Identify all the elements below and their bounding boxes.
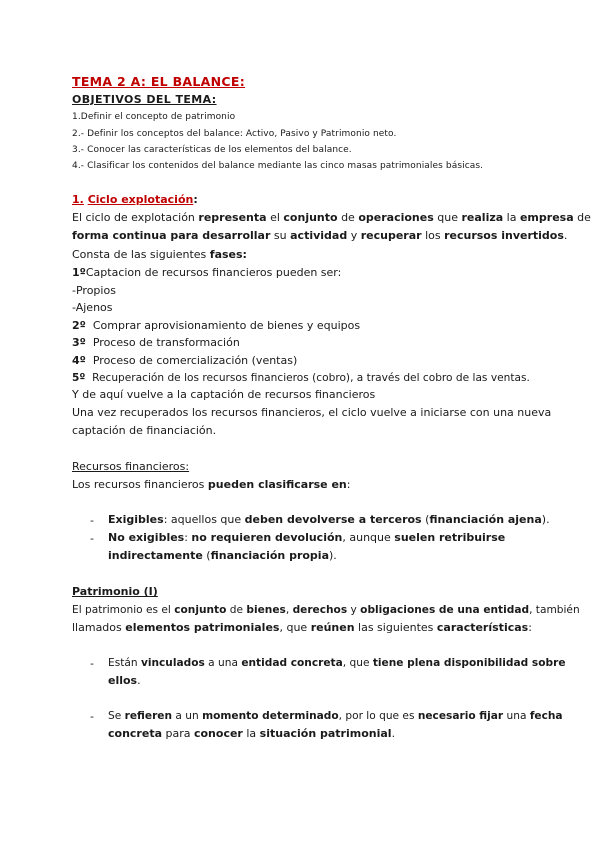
text: Están [108,657,141,669]
text: , [285,604,293,616]
bold-text: necesario fijar [417,710,504,722]
text: , que [342,657,373,669]
objective-item: 3.- Conocer las características de los elementos del balance. [72,145,352,155]
objectives-heading: OBJETIVOS DEL TEMA: [72,93,217,106]
bold-text: bienes [246,604,286,616]
text: de [226,604,247,616]
paragraph-line: Y de aquí vuelve a la captación de recursos financieros [72,388,376,401]
text: una [503,710,530,722]
bold-text: momento determinado [202,710,339,722]
text: Se [108,710,125,722]
bold-text: pueden clasificarse en [207,478,347,491]
text: , aunque [342,531,395,544]
bold-text: tiene plena disponibilidad sobre [372,657,566,669]
bold-text: fases: [209,248,247,261]
bold-text: reúnen [310,621,355,634]
bold-text: deben devolverse a terceros [244,513,422,526]
phase-line [72,284,116,298]
bold-text: realiza [461,211,504,224]
phase-text: Proceso de comercialización (ventas) [85,354,298,367]
text: . [563,229,568,242]
text: Los recursos financieros [72,478,208,491]
phase-text: Comprar aprovisionamiento de bienes y equipos [85,319,361,332]
phase-line [72,371,530,385]
text: Consta de las siguientes [72,248,210,261]
phase-line [72,301,113,315]
text: , también [529,604,580,616]
list-item-exigibles [108,513,550,527]
paragraph-line [72,621,532,635]
text: la [503,211,520,224]
bold-text: conjunto [283,211,338,224]
list-item-vinculados-cont [108,674,141,688]
objective-item: 4.- Clasificar los contenidos del balance mediante las cinco masas patrimoniales básicas. [72,161,484,171]
phase-text: Proceso de transformación [85,336,240,349]
bold-text: suelen retribuirse [394,531,506,544]
text: de [337,211,359,224]
list-item-vinculados [108,656,566,670]
text: a un [172,710,203,722]
phase-line [72,266,341,280]
text: y [347,229,361,242]
text: ( [202,549,211,562]
paragraph-line [72,603,580,617]
section-heading-ciclo [72,193,198,206]
paragraph-line [72,211,591,225]
phase-line [72,354,297,368]
phase-line [72,336,240,350]
bold-text: refieren [124,710,173,722]
bold-text: operaciones [358,211,434,224]
bold-text: representa [198,211,267,224]
bold-text: elementos patrimoniales [125,621,280,634]
bold-text: indirectamente [108,549,203,562]
bold-text: empresa [519,211,574,224]
text: a una [204,657,242,669]
text: para [162,727,194,740]
paragraph-line [72,478,350,492]
text: ). [329,549,337,562]
phase-text: -Propios [72,284,116,297]
text: las siguientes [354,621,437,634]
paragraph-line: captación de financiación. [72,424,217,437]
list-item-no-exigibles [108,531,505,545]
text: que [433,211,462,224]
text: El patrimonio es el [72,604,175,616]
text: su [270,229,291,242]
text: y [347,604,361,616]
bold-text: vinculados [140,657,205,669]
list-item-refieren [108,709,563,723]
bullet-dash: - [90,514,94,527]
bold-text: financiación ajena [429,513,542,526]
phase-number: 2º [72,319,86,332]
list-item-no-exigibles-cont [108,549,337,563]
section-number: 1. [72,193,84,206]
bold-text: Exigibles [108,513,164,526]
subheading-recursos: Recursos financieros: [72,460,190,473]
phase-text: Captacion de recursos financieros pueden ser: [85,266,342,279]
text: . [391,727,396,740]
text: ( [421,513,430,526]
text: , que [279,621,311,634]
text: ). [541,513,550,526]
phase-number: 3º [72,336,86,349]
phase-text: Recuperación de los recursos financieros (cobro), a través del cobro de las ventas. [85,372,530,384]
text: : [528,621,532,634]
bold-text: características [436,621,529,634]
text: la [242,727,260,740]
paragraph-line [72,248,247,262]
text: llamados [72,621,126,634]
text: : [184,531,192,544]
text: El ciclo de explotación [72,211,199,224]
section-colon: : [193,193,198,206]
bold-text: entidad concreta [241,657,343,669]
text: los [421,229,445,242]
bold-text: ellos [108,674,138,687]
bold-text: concreta [108,727,162,740]
phase-number: 1º [72,266,86,279]
bullet-dash: - [90,657,94,670]
bold-text: conocer [193,727,243,740]
phase-line [72,319,360,333]
text: , por lo que es [338,710,418,722]
bullet-dash: - [90,532,94,545]
bold-text: recursos invertidos [444,229,564,242]
bold-text: forma continua para desarrollar [72,229,271,242]
text: de [573,211,591,224]
objective-item: 1.Definir el concepto de patrimonio [72,112,236,122]
text: . [137,674,141,687]
phase-text: -Ajenos [72,301,113,314]
bold-text: No exigibles [108,531,185,544]
phase-number: 4º [72,354,86,367]
objective-item: 2.- Definir los conceptos del balance: Activo, Pasivo y Patrimonio neto. [72,129,397,139]
text: : aquellos que [163,513,245,526]
bold-text: fecha [529,710,563,722]
bold-text: situación patrimonial [259,727,392,740]
paragraph-line: Una vez recuperados los recursos financieros, el ciclo vuelve a iniciarse con una nueva [72,406,552,419]
text: el [266,211,284,224]
phase-number: 5º [72,372,86,384]
paragraph-line [72,229,567,243]
bold-text: financiación propia [210,549,329,562]
bullet-dash: - [90,710,94,723]
bold-text: obligaciones de una entidad [360,604,530,616]
bold-text: derechos [292,604,348,616]
subheading-patrimonio: Patrimonio (I) [72,585,158,598]
text: : [346,478,351,491]
bold-text: no requieren devolución [191,531,343,544]
page-title: TEMA 2 A: EL BALANCE: [72,74,246,89]
list-item-refieren-cont [108,727,395,741]
bold-text: recuperar [360,229,422,242]
section-title: Ciclo explotación [87,193,194,206]
bold-text: conjunto [174,604,227,616]
bold-text: actividad [290,229,348,242]
